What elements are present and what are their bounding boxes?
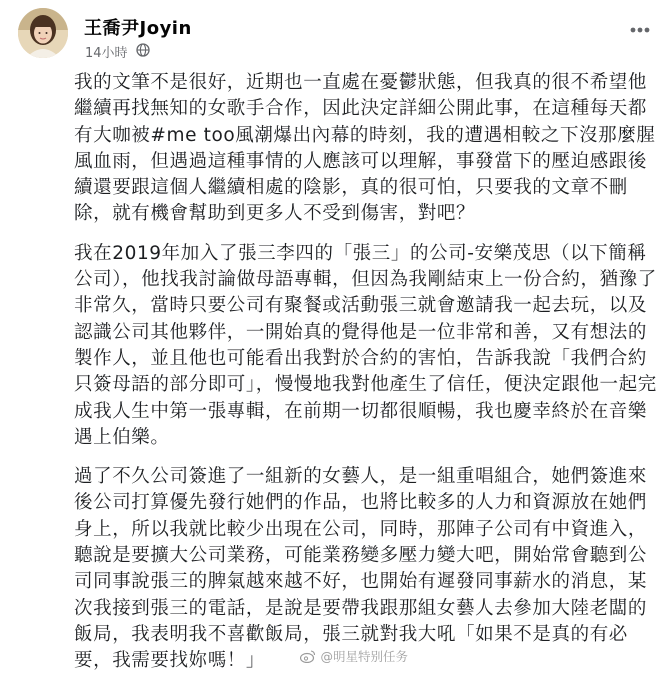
author-avatar[interactable] [18, 8, 68, 58]
post-body [74, 70, 664, 688]
post-paragraph: 過了不久公司簽進了一組新的女藝人，是一組重唱組合，她們簽進來後公司打算優先發行她們的作品，也將比較多的人力和資源放在她們身上，所以我就比較少出現在公司，同時，那陣子公司有中資進入，聽說是要擴大公司業務，可能業務變多壓力變大吧，開始常會聽到公司同事說張三的脾氣越來越不好，也開始有遲發同事薪水的消息，某次我接到張三的電話，是說是要帶我跟那組女藝人去參加大陸老闆的飯局，我表明我不喜歡飯局，張三就對我大吼「如果不是真的有必要，我需要找妳嗎！」 [74, 466, 648, 672]
avatar-image [18, 8, 68, 58]
post-header [14, 6, 660, 64]
author-name[interactable]: 王喬尹Joyin [84, 18, 192, 39]
globe-icon [136, 43, 150, 57]
weibo-icon [300, 649, 316, 663]
post-paragraph: 我在2019年加入了張三李四的「張三」的公司-安樂茂思（以下簡稱公司），他找我討論做母語專輯，但因為我剛結束上一份合約，猶豫了非常久，當時只要公司有聚餐或活動張三就會邀請我一起去玩，以及認識公司其他夥伴，一開始真的覺得他是一位非常和善，又有想法的製作人，並且他也可能看出我對於合約的害怕，告訴我說「我們合約只簽母語的部分即可」，慢慢地我對他產生了信任，便決定跟他一起完成我人生中第一張專輯，在前期一切都很順暢，我也慶幸終於在音樂遇上伯樂。 [74, 242, 657, 448]
watermark-text: @明星特别任务 [320, 649, 408, 664]
post-paragraph: 我的文筆不是很好，近期也一直處在憂鬱狀態，但我真的很不希望他繼續再找無知的女歌手合作，因此決定詳細公開此事，在這種每天都有大咖被#me too風潮爆出內幕的時刻，我的遭遇相較之下沒那麼腥風血雨，但遇過這種事情的人應該可以理解，事發當下的壓迫感跟後續還要跟這個人繼續相處的陰影，真的很可怕，只要我的文章不刪除，就有機會幫助到更多人不受到傷害，對吧？ [74, 72, 656, 225]
post-timestamp[interactable]: 14小時 [85, 46, 128, 61]
more-options-icon[interactable] [624, 16, 656, 44]
weibo-watermark [300, 647, 408, 665]
